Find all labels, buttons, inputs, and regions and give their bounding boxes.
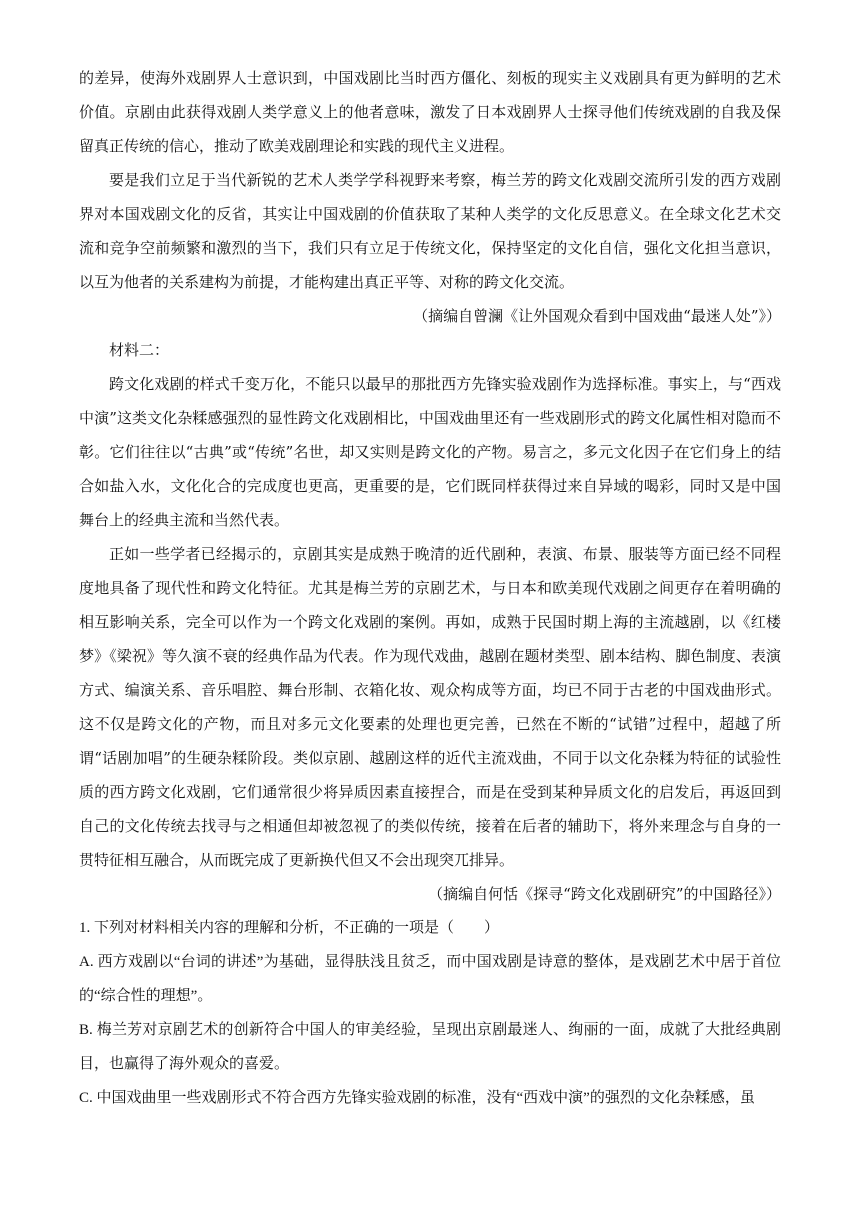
option-text: 中国戏曲里一些戏剧形式不符合西方先锋实验戏剧的标准，没有“西戏中演”的强烈的文化杂糅感，虽 [96,1090,755,1106]
document-body [79,61,781,1115]
option-label: B. [79,1022,93,1038]
question-1-option-c [79,1081,781,1115]
option-text: 梅兰芳对京剧艺术的创新符合中国人的审美经验，呈现出京剧最迷人、绚丽的一面，成就了大批经典剧目，也赢得了海外观众的喜爱。 [79,1022,781,1072]
material2-paragraph-1: 跨文化戏剧的样式千变万化，不能只以最早的那批西方先锋实验戏剧作为选择标准。事实上，与“西戏中演”这类文化杂糅感强烈的显性跨文化戏剧相比，中国戏曲里还有一些戏剧形式的跨文化属性相对隐而不彰。它们往往以“古典”或“传统”名世，却又实则是跨文化的产物。易言之，多元文化因子在它们身上的结合如盐入水，文化化合的完成度也更高，更重要的是，它们既同样获得过来自异域的喝彩，同时又是中国舞台上的经典主流和当然代表。 [79,375,781,529]
option-label: A. [79,954,94,970]
material1-source: （摘编自曾澜《让外国观众看到中国戏曲“最迷人处”》） [413,307,781,325]
material2-heading: 材料二： [109,341,170,359]
question-1 [79,911,781,1115]
option-text: 西方戏剧以“台词的讲述”为基础，显得肤浅且贫乏，而中国戏剧是诗意的整体，是戏剧艺术中居于首位的“综合性的理想”。 [79,954,782,1004]
question-1-option-b [79,1013,781,1081]
material1-paragraph-continued: 的差异，使海外戏剧界人士意识到，中国戏剧比当时西方僵化、刻板的现实主义戏剧具有更为鲜明的艺术价值。京剧由此获得戏剧人类学意义上的他者意味，激发了日本戏剧界人士探寻他们传统戏剧的自我及保留真正传统的信心，推动了欧美戏剧理论和实践的现代主义进程。 [79,69,781,155]
material2-source: （摘编自何恬《探寻“跨文化戏剧研究”的中国路径》） [428,885,781,903]
question-1-stem: 1. 下列对材料相关内容的理解和分析，不正确的一项是（ ） [79,920,500,936]
option-label: C. [79,1090,93,1106]
question-1-option-a [79,945,781,1013]
material2-paragraph-2: 正如一些学者已经揭示的，京剧其实是成熟于晚清的近代剧种，表演、布景、服装等方面已经不同程度地具备了现代性和跨文化特征。尤其是梅兰芳的京剧艺术，与日本和欧美现代戏剧之间更存在着明确的相互影响关系，完全可以作为一个跨文化戏剧的案例。再如，成熟于民国时期上海的主流越剧，以《红楼梦》《梁祝》等久演不衰的经典作品为代表。作为现代戏曲，越剧在题材类型、剧本结构、脚色制度、表演方式、编演关系、音乐唱腔、舞台形制、衣箱化妆、观众构成等方面，均已不同于古老的中国戏曲形式。这不仅是跨文化的产物，而且对多元文化要素的处理也更完善，已然在不断的“试错”过程中，超越了所谓“话剧加唱”的生硬杂糅阶段。类似京剧、越剧这样的近代主流戏曲，不同于以文化杂糅为特征的试验性质的西方跨文化戏剧，它们通常很少将异质因素直接捏合，而是在受到某种异质文化的启发后，再返回到自己的文化传统去找寻与之相通但却被忽视了的类似传统，接着在后者的辅助下，将外来理念与自身的一贯特征相互融合，从而既完成了更新换代但又不会出现突兀排异。 [79,545,781,869]
material1-paragraph-2: 要是我们立足于当代新锐的艺术人类学学科视野来考察，梅兰芳的跨文化戏剧交流所引发的西方戏剧界对本国戏剧文化的反省，其实让中国戏剧的价值获取了某种人类学的文化反思意义。在全球文化艺术交流和竞争空前频繁和激烈的当下，我们只有立足于传统文化，保持坚定的文化自信，强化文化担当意识，以互为他者的关系建构为前提，才能构建出真正平等、对称的跨文化交流。 [79,171,781,291]
